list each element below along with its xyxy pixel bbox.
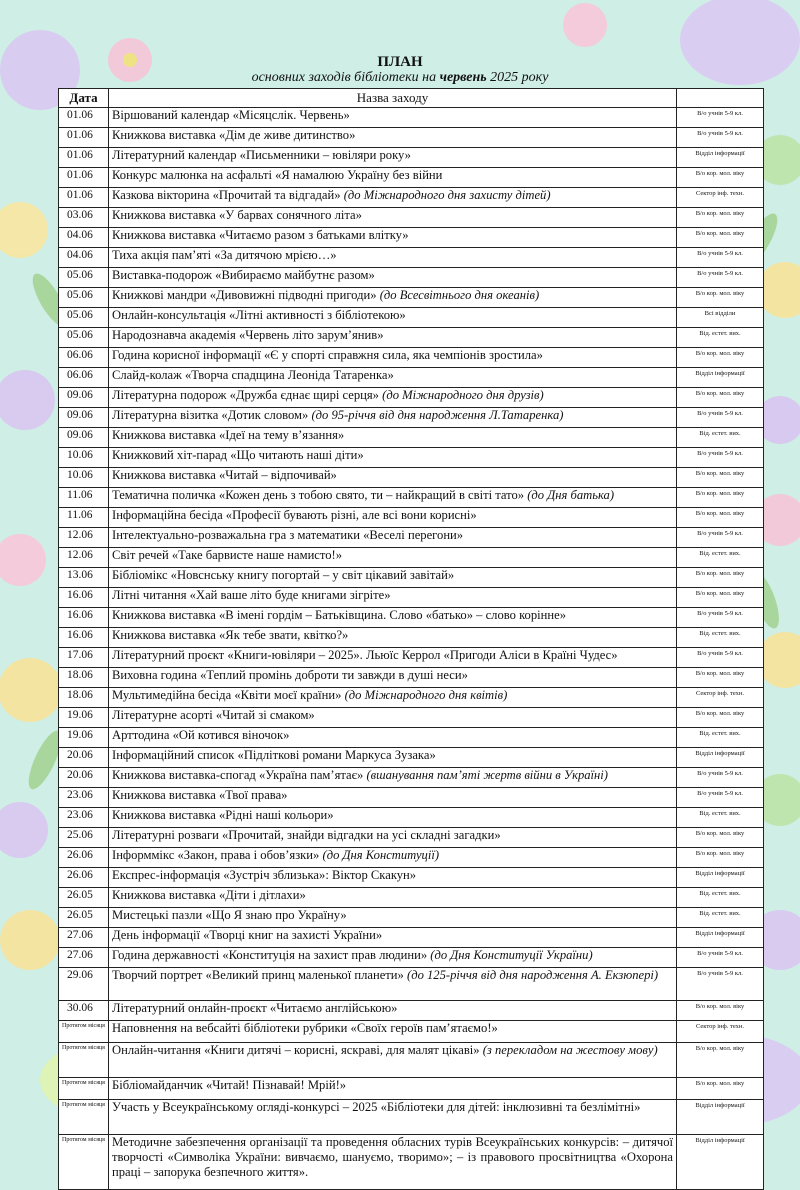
table-row — [59, 128, 764, 148]
event-title-text: Інтелектуально-розважальна гра з математики «Веселі перегони» — [112, 528, 464, 542]
event-title-text: Експрес-інформація «Зустріч зблизька»: Віктор Скакун» — [112, 868, 417, 882]
row-department: Від. естет. вих. — [677, 548, 764, 568]
row-event-title — [109, 228, 677, 248]
row-event-title — [109, 908, 677, 928]
row-date: 12.06 — [59, 548, 109, 568]
row-department: Відділ інформації — [677, 368, 764, 388]
event-title-text: Літні читання «Хай ваше літо буде книгами зігріте» — [112, 588, 391, 602]
event-title-text: Книжковий хіт-парад «Що читають наші діти» — [112, 448, 364, 462]
event-occasion-note: (до Дня Конституції) — [322, 848, 440, 862]
event-title-text: Арттодина «Ой котився віночок» — [112, 728, 290, 742]
row-date: 05.06 — [59, 268, 109, 288]
table-row — [59, 928, 764, 948]
event-occasion-note: (з перекладом на жестову мову) — [482, 1043, 658, 1057]
row-department: В/о учнів 5-9 кл. — [677, 948, 764, 968]
page-subtitle — [0, 70, 800, 86]
event-title-text: Книжкова виставка «Читаємо разом з батьками влітку» — [112, 228, 409, 242]
table-row — [59, 668, 764, 688]
table-row — [59, 1078, 764, 1100]
row-event-title — [109, 828, 677, 848]
row-event-title — [109, 388, 677, 408]
row-department: В/о учнів 5-9 кл. — [677, 528, 764, 548]
row-department: В/о кор. мол. віку — [677, 708, 764, 728]
table-row — [59, 808, 764, 828]
event-occasion-note: (до Всесвітнього дня океанів) — [379, 288, 540, 302]
row-date: 09.06 — [59, 388, 109, 408]
event-title-text: Бібліомікс «Новснську книгу погортай – у світ цікавий завітай» — [112, 568, 455, 582]
row-department: В/о кор. мол. віку — [677, 228, 764, 248]
row-date: 20.06 — [59, 768, 109, 788]
row-department: В/о кор. мол. віку — [677, 668, 764, 688]
row-date: 12.06 — [59, 528, 109, 548]
row-department: В/о кор. мол. віку — [677, 1043, 764, 1078]
row-department: В/о учнів 5-9 кл. — [677, 448, 764, 468]
row-event-title — [109, 768, 677, 788]
event-occasion-note: (вшанування пам’яті жертв війни в Україні) — [366, 768, 609, 782]
row-department: Відділ інформації — [677, 748, 764, 768]
page-title: ПЛАН — [377, 54, 423, 70]
row-department: В/о кор. мол. віку — [677, 1078, 764, 1100]
table-row — [59, 1001, 764, 1021]
row-event-title — [109, 188, 677, 208]
row-date: 13.06 — [59, 568, 109, 588]
row-date: 18.06 — [59, 688, 109, 708]
row-date: 16.06 — [59, 608, 109, 628]
row-department: Від. естет. вих. — [677, 808, 764, 828]
row-event-title — [109, 1043, 677, 1078]
event-occasion-note: (до Міжнародного дня захисту дітей) — [343, 188, 551, 202]
table-row — [59, 408, 764, 428]
row-event-title — [109, 848, 677, 868]
row-date: 26.06 — [59, 848, 109, 868]
table-row — [59, 708, 764, 728]
row-date: 19.06 — [59, 728, 109, 748]
row-date: 04.06 — [59, 248, 109, 268]
row-date: 05.06 — [59, 308, 109, 328]
table-row — [59, 108, 764, 128]
row-event-title — [109, 808, 677, 828]
row-event-title — [109, 428, 677, 448]
row-department: В/о кор. мол. віку — [677, 348, 764, 368]
row-date: 30.06 — [59, 1001, 109, 1021]
row-date: 10.06 — [59, 468, 109, 488]
row-department: В/о учнів 5-9 кл. — [677, 648, 764, 668]
row-date: 18.06 — [59, 668, 109, 688]
event-title-text: Інформаційна бесіда «Професії бувають різні, але всі вони корисні» — [112, 508, 477, 522]
row-department: В/о учнів 5-9 кл. — [677, 108, 764, 128]
table-row — [59, 788, 764, 808]
row-date: Протягом місяця — [59, 1100, 109, 1135]
row-date: 05.06 — [59, 328, 109, 348]
row-date: 27.06 — [59, 928, 109, 948]
row-department: В/о кор. мол. віку — [677, 848, 764, 868]
table-row — [59, 868, 764, 888]
row-event-title — [109, 628, 677, 648]
event-title-text: Книжкова виставка «Твої права» — [112, 788, 288, 802]
row-date: 26.05 — [59, 908, 109, 928]
row-event-title — [109, 788, 677, 808]
row-date: 25.06 — [59, 828, 109, 848]
event-title-text: Книжкова виставка «Дім де живе дитинство» — [112, 128, 356, 142]
table-row — [59, 168, 764, 188]
row-department: Відділ інформації — [677, 928, 764, 948]
row-event-title — [109, 208, 677, 228]
row-event-title — [109, 968, 677, 1001]
table-row — [59, 888, 764, 908]
row-event-title — [109, 288, 677, 308]
row-date: 20.06 — [59, 748, 109, 768]
row-department: В/о учнів 5-9 кл. — [677, 408, 764, 428]
row-department: В/о учнів 5-9 кл. — [677, 248, 764, 268]
row-department: В/о кор. мол. віку — [677, 588, 764, 608]
event-title-text: Книжкова виставка-спогад «Україна пам’ятає» — [112, 768, 367, 782]
event-title-text: Книжкова виставка «Читай – відпочивай» — [112, 468, 337, 482]
row-department: В/о кор. мол. віку — [677, 288, 764, 308]
event-title-text: Інформмікс «Закон, права і обов’язки» — [112, 848, 323, 862]
row-event-title — [109, 948, 677, 968]
row-date: 04.06 — [59, 228, 109, 248]
events-table — [58, 88, 764, 1190]
table-row — [59, 748, 764, 768]
row-department: Всі відділи — [677, 308, 764, 328]
event-title-text: Бібліомайданчик «Читай! Пізнавай! Мрій!» — [112, 1078, 347, 1092]
table-row — [59, 548, 764, 568]
event-title-text: Літературне асорті «Читай зі смаком» — [112, 708, 315, 722]
row-date: 01.06 — [59, 188, 109, 208]
table-row — [59, 1021, 764, 1043]
row-department: В/о кор. мол. віку — [677, 208, 764, 228]
event-title-text: Тиха акція пам’яті «За дитячою мрією…» — [112, 248, 337, 262]
row-department: В/о кор. мол. віку — [677, 388, 764, 408]
table-row — [59, 688, 764, 708]
row-department: Відділ інформації — [677, 148, 764, 168]
header-department — [677, 89, 764, 108]
table-row — [59, 428, 764, 448]
row-event-title — [109, 168, 677, 188]
event-title-text: День інформації «Творці книг на захисті України» — [112, 928, 383, 942]
table-row — [59, 368, 764, 388]
event-title-text: Літературний календар «Письменники – ювіляри року» — [112, 148, 411, 162]
event-title-text: Книжкова виставка «Діти і дітлахи» — [112, 888, 306, 902]
table-row — [59, 768, 764, 788]
row-department: Відділ інформації — [677, 868, 764, 888]
table-row — [59, 968, 764, 1001]
table-row — [59, 488, 764, 508]
table-row — [59, 228, 764, 248]
row-date: 16.06 — [59, 588, 109, 608]
row-event-title — [109, 648, 677, 668]
event-occasion-note: (до Дня батька) — [527, 488, 615, 502]
row-date: 09.06 — [59, 428, 109, 448]
table-row — [59, 448, 764, 468]
row-event-title — [109, 448, 677, 468]
row-date: 01.06 — [59, 168, 109, 188]
event-occasion-note: (до Міжнародного дня друзів) — [382, 388, 544, 402]
event-title-text: Мультимедійна бесіда «Квіти моєї країни» — [112, 688, 345, 702]
event-title-text: Книжкова виставка «В імені гордім – Батьківщина. Слово «батько» – слово корінне» — [112, 608, 567, 622]
row-event-title — [109, 728, 677, 748]
event-title-text: Книжкова виставка «Рідні наші кольори» — [112, 808, 334, 822]
row-date: Протягом місяця — [59, 1135, 109, 1190]
row-event-title — [109, 888, 677, 908]
table-row — [59, 728, 764, 748]
row-department: Від. естет. вих. — [677, 728, 764, 748]
table-row — [59, 828, 764, 848]
table-row — [59, 848, 764, 868]
table-row — [59, 628, 764, 648]
row-department: Сектор інф. техн. — [677, 1021, 764, 1043]
row-department: В/о учнів 5-9 кл. — [677, 788, 764, 808]
event-title-text: Творчий портрет «Великий принц маленької планети» — [112, 968, 407, 982]
event-title-text: Конкурс малюнка на асфальті «Я намалюю Україну без війни — [112, 168, 443, 182]
table-row — [59, 568, 764, 588]
row-department: Від. естет. вих. — [677, 428, 764, 448]
row-event-title — [109, 1001, 677, 1021]
row-department: В/о учнів 5-9 кл. — [677, 128, 764, 148]
table-row — [59, 608, 764, 628]
row-date: 26.06 — [59, 868, 109, 888]
event-title-text: Онлайн-читання «Книги дитячі – корисні, яскраві, для малят цікаві» — [112, 1043, 483, 1057]
row-department: В/о кор. мол. віку — [677, 468, 764, 488]
row-date: 05.06 — [59, 288, 109, 308]
row-department: В/о кор. мол. віку — [677, 488, 764, 508]
row-department: В/о кор. мол. віку — [677, 828, 764, 848]
table-row — [59, 328, 764, 348]
row-event-title — [109, 1135, 677, 1190]
row-event-title — [109, 1021, 677, 1043]
event-title-text: Літературна подорож «Дружба єднає щирі серця» — [112, 388, 383, 402]
table-row — [59, 388, 764, 408]
row-department: В/о кор. мол. віку — [677, 508, 764, 528]
row-event-title — [109, 248, 677, 268]
row-date: 27.06 — [59, 948, 109, 968]
row-event-title — [109, 568, 677, 588]
row-event-title — [109, 528, 677, 548]
row-department: В/о кор. мол. віку — [677, 168, 764, 188]
row-event-title — [109, 708, 677, 728]
row-event-title — [109, 688, 677, 708]
event-title-text: Методичне забезпечення організації та проведення обласних турів Всеукраїнських конкурсів: – дитячої творчості «Символіка України: вивчаємо, шануємо, творимо»; – із правового просвітництва «Охорона праці – запорука безпечного життя». — [112, 1135, 673, 1179]
event-occasion-note: (до Міжнародного дня квітів) — [344, 688, 508, 702]
row-date: Протягом місяця — [59, 1078, 109, 1100]
row-date: 17.06 — [59, 648, 109, 668]
row-event-title — [109, 668, 677, 688]
row-date: Протягом місяця — [59, 1021, 109, 1043]
table-row — [59, 188, 764, 208]
table-row — [59, 648, 764, 668]
event-title-text: Година корисної інформації «Є у спорті справжня сила, яка чемпіонів зростила» — [112, 348, 543, 362]
header-date: Дата — [59, 89, 109, 108]
row-department: Від. естет. вих. — [677, 908, 764, 928]
row-department: Від. естет. вих. — [677, 328, 764, 348]
row-department: Сектор інф. техн. — [677, 688, 764, 708]
event-title-text: Книжкова виставка «Як тебе звати, квітко?» — [112, 628, 349, 642]
row-department: Від. естет. вих. — [677, 628, 764, 648]
event-title-text: Мистецькі пазли «Що Я знаю про Україну» — [112, 908, 347, 922]
event-occasion-note: (до 125-річчя від дня народження А. Екзюпері) — [407, 968, 659, 982]
event-title-text: Книжкові мандри «Дивовижні підводні пригоди» — [112, 288, 380, 302]
event-title-text: Віршований календар «Місяцслік. Червень» — [112, 108, 350, 122]
row-date: Протягом місяця — [59, 1043, 109, 1078]
row-date: 01.06 — [59, 128, 109, 148]
row-event-title — [109, 508, 677, 528]
event-title-text: Народознавча академія «Червень літо зарум’янив» — [112, 328, 384, 342]
row-department: В/о учнів 5-9 кл. — [677, 268, 764, 288]
table-row — [59, 268, 764, 288]
event-title-text: Світ речей «Таке барвисте наше намисто!» — [112, 548, 343, 562]
row-event-title — [109, 368, 677, 388]
row-date: 11.06 — [59, 508, 109, 528]
row-date: 01.06 — [59, 148, 109, 168]
table-row — [59, 1043, 764, 1078]
event-title-text: Літературна візитка «Дотик словом» — [112, 408, 312, 422]
table-row — [59, 528, 764, 548]
row-event-title — [109, 588, 677, 608]
row-event-title — [109, 328, 677, 348]
row-date: 03.06 — [59, 208, 109, 228]
table-row — [59, 1135, 764, 1190]
row-date: 06.06 — [59, 348, 109, 368]
table-row — [59, 1100, 764, 1135]
event-title-text: Виховна година «Теплий промінь доброти ти завжди в душі неси» — [112, 668, 468, 682]
row-event-title — [109, 348, 677, 368]
subtitle-month: червень — [439, 70, 487, 85]
row-department: Відділ інформації — [677, 1100, 764, 1135]
row-date: 23.06 — [59, 788, 109, 808]
table-row — [59, 208, 764, 228]
row-event-title — [109, 1100, 677, 1135]
row-date: 16.06 — [59, 628, 109, 648]
event-title-text: Онлайн-консультація «Літні активності з бібліотекою» — [112, 308, 406, 322]
event-title-text: Літературний проєкт «Книги-ювіляри – 2025». Льюїс Керрол «Пригоди Аліси в Країні Чудес» — [112, 648, 618, 662]
row-department: В/о учнів 5-9 кл. — [677, 608, 764, 628]
row-department: Від. естет. вих. — [677, 888, 764, 908]
row-event-title — [109, 1078, 677, 1100]
event-title-text: Книжкова виставка «У барвах сонячного літа» — [112, 208, 362, 222]
row-event-title — [109, 548, 677, 568]
table-row — [59, 288, 764, 308]
row-department: В/о кор. мол. віку — [677, 568, 764, 588]
row-event-title — [109, 488, 677, 508]
event-title-text: Інформаційний список «Підліткові романи Маркуса Зузака» — [112, 748, 436, 762]
table-row — [59, 348, 764, 368]
event-occasion-note: (до Дня Конституції України) — [430, 948, 593, 962]
row-date: 01.06 — [59, 108, 109, 128]
row-event-title — [109, 108, 677, 128]
table-row — [59, 948, 764, 968]
row-department: В/о учнів 5-9 кл. — [677, 968, 764, 1001]
table-row — [59, 908, 764, 928]
event-title-text: Літературний онлайн-проєкт «Читаємо англійською» — [112, 1001, 398, 1015]
row-event-title — [109, 268, 677, 288]
table-row — [59, 588, 764, 608]
row-date: 19.06 — [59, 708, 109, 728]
table-row — [59, 308, 764, 328]
event-title-text: Виставка-подорож «Вибираємо майбутнє разом» — [112, 268, 375, 282]
event-occasion-note: (до 95-річчя від дня народження Л.Татаренка) — [311, 408, 564, 422]
subtitle-prefix: основних заходів бібліотеки на — [251, 70, 440, 85]
row-event-title — [109, 748, 677, 768]
row-department: В/о кор. мол. віку — [677, 1001, 764, 1021]
event-title-text: Наповнення на вебсайті бібліотеки рубрики «Своїх героїв пам’ятаємо!» — [112, 1021, 498, 1035]
table-row — [59, 248, 764, 268]
event-title-text: Казкова вікторина «Прочитай та відгадай» — [112, 188, 344, 202]
row-date: 06.06 — [59, 368, 109, 388]
table-row — [59, 468, 764, 488]
row-event-title — [109, 608, 677, 628]
row-event-title — [109, 408, 677, 428]
table-row — [59, 148, 764, 168]
row-date: 23.06 — [59, 808, 109, 828]
row-department: Відділ інформації — [677, 1135, 764, 1190]
subtitle-suffix: 2025 року — [486, 70, 549, 85]
row-event-title — [109, 308, 677, 328]
event-title-text: Година державності «Конституція на захист прав людини» — [112, 948, 431, 962]
row-date: 10.06 — [59, 448, 109, 468]
event-title-text: Книжкова виставка «Ідеї на тему в’язання» — [112, 428, 345, 442]
row-date: 09.06 — [59, 408, 109, 428]
row-event-title — [109, 928, 677, 948]
row-event-title — [109, 868, 677, 888]
header-event-name: Назва заходу — [109, 89, 677, 108]
row-event-title — [109, 148, 677, 168]
event-title-text: Літературні розваги «Прочитай, знайди відгадки на усі складні загадки» — [112, 828, 501, 842]
row-event-title — [109, 468, 677, 488]
row-date: 26.05 — [59, 888, 109, 908]
table-row — [59, 508, 764, 528]
row-event-title — [109, 128, 677, 148]
table-header-row — [59, 89, 764, 108]
row-date: 11.06 — [59, 488, 109, 508]
events-body — [59, 108, 764, 1190]
row-department: Сектор інф. техн. — [677, 188, 764, 208]
event-title-text: Тематична поличка «Кожен день з тобою свято, ти – найкращий в світі тато» — [112, 488, 528, 502]
row-date: 29.06 — [59, 968, 109, 1001]
event-title-text: Участь у Всеукраїнському огляді-конкурсі – 2025 «Бібліотеки для дітей: інклюзивні та безлімітні» — [112, 1100, 641, 1114]
row-department: В/о учнів 5-9 кл. — [677, 768, 764, 788]
event-title-text: Слайд-колаж «Творча спадщина Леоніда Татаренка» — [112, 368, 394, 382]
